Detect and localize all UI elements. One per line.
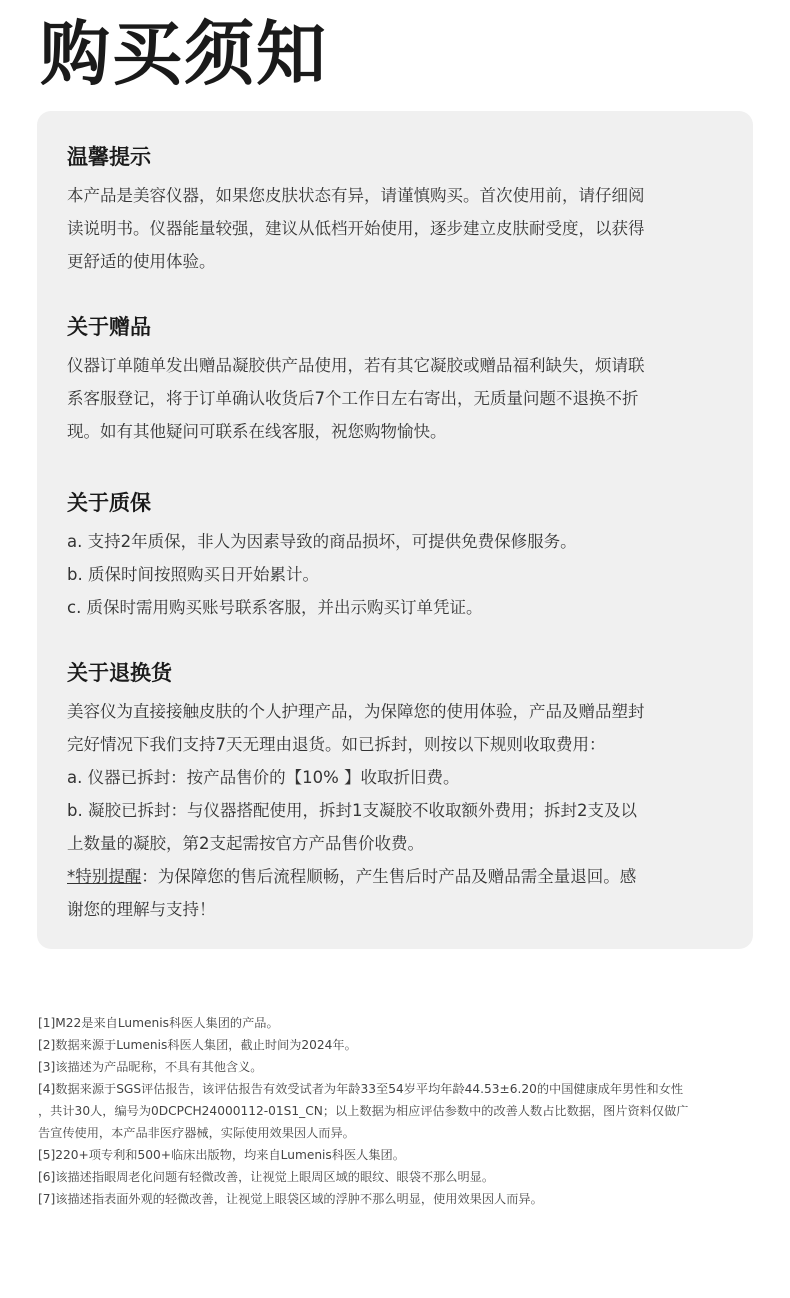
- special-notice-label: *特别提醒: [67, 867, 142, 886]
- page-title: 购买须知: [40, 13, 328, 95]
- section-heading: 温馨提示: [67, 145, 151, 169]
- footnote: [6]该描述指眼周老化问题有轻微改善，让视觉上眼周区域的眼纹、眼袋不那么明显。: [38, 1170, 495, 1184]
- section-text: 本产品是美容仪器，如果您皮肤状态有异，请谨慎购买。首次使用前，请仔细阅: [67, 186, 645, 205]
- footnotes: [38, 1012, 758, 1210]
- section-heading: 关于退换货: [67, 661, 172, 685]
- section-tips: [67, 141, 727, 278]
- section-text: b. 质保时间按照购买日开始累计。: [67, 565, 319, 584]
- special-notice: [67, 860, 727, 893]
- section-returns: [67, 657, 727, 926]
- footnote: 告宣传使用，本产品非医疗器械，实际使用效果因人而异。: [38, 1126, 355, 1140]
- section-heading: 关于质保: [67, 491, 151, 515]
- special-notice-text: 谢您的理解与支持！: [67, 900, 216, 919]
- notice-card: [37, 111, 753, 949]
- section-text: 系客服登记，将于订单确认收货后7个工作日左右寄出，无质量问题不退换不折: [67, 389, 639, 408]
- section-text: a. 仪器已拆封：按产品售价的【10% 】收取折旧费。: [67, 768, 460, 787]
- section-text: 美容仪为直接接触皮肤的个人护理产品，为保障您的使用体验，产品及赠品塑封: [67, 702, 645, 721]
- section-text: 上数量的凝胶，第2支起需按官方产品售价收费。: [67, 834, 424, 853]
- section-heading: 关于赠品: [67, 315, 151, 339]
- section-warranty: [67, 487, 727, 624]
- footnote: [5]220+项专利和500+临床出版物，均来自Lumenis科医人集团。: [38, 1148, 405, 1162]
- footnote: [3]该描述为产品昵称，不具有其他含义。: [38, 1060, 263, 1074]
- section-text: a. 支持2年质保，非人为因素导致的商品损坏，可提供免费保修服务。: [67, 532, 577, 551]
- footnote: ，共计30人，编号为0DCPCH24000112-01S1_CN；以上数据为相应评估参数中的改善人数占比数据，图片资料仅做广: [38, 1104, 689, 1118]
- footnote: [2]数据来源于Lumenis科医人集团，截止时间为2024年。: [38, 1038, 357, 1052]
- section-text: b. 凝胶已拆封：与仪器搭配使用，拆封1支凝胶不收取额外费用；拆封2支及以: [67, 801, 637, 820]
- footnote: [1]M22是来自Lumenis科医人集团的产品。: [38, 1016, 279, 1030]
- section-gifts: [67, 311, 727, 448]
- footnote: [7]该描述指表面外观的轻微改善，让视觉上眼袋区域的浮肿不那么明显，使用效果因人而异。: [38, 1192, 543, 1206]
- section-text: 现。如有其他疑问可联系在线客服，祝您购物愉快。: [67, 422, 447, 441]
- section-text: c. 质保时需用购买账号联系客服，并出示购买订单凭证。: [67, 598, 483, 617]
- special-notice-text: ：为保障您的售后流程顺畅，产生售后时产品及赠品需全量退回。感: [141, 867, 637, 886]
- footnote: [4]数据来源于SGS评估报告，该评估报告有效受试者为年龄33至54岁平均年龄44.53±6.20的中国健康成年男性和女性: [38, 1082, 684, 1096]
- section-text: 读说明书。仪器能量较强，建议从低档开始使用，逐步建立皮肤耐受度，以获得: [67, 219, 645, 238]
- section-text: 仪器订单随单发出赠品凝胶供产品使用，若有其它凝胶或赠品福利缺失，烦请联: [67, 356, 645, 375]
- section-text: 完好情况下我们支持7天无理由退货。如已拆封，则按以下规则收取费用：: [67, 735, 606, 754]
- section-text: 更舒适的使用体验。: [67, 252, 216, 271]
